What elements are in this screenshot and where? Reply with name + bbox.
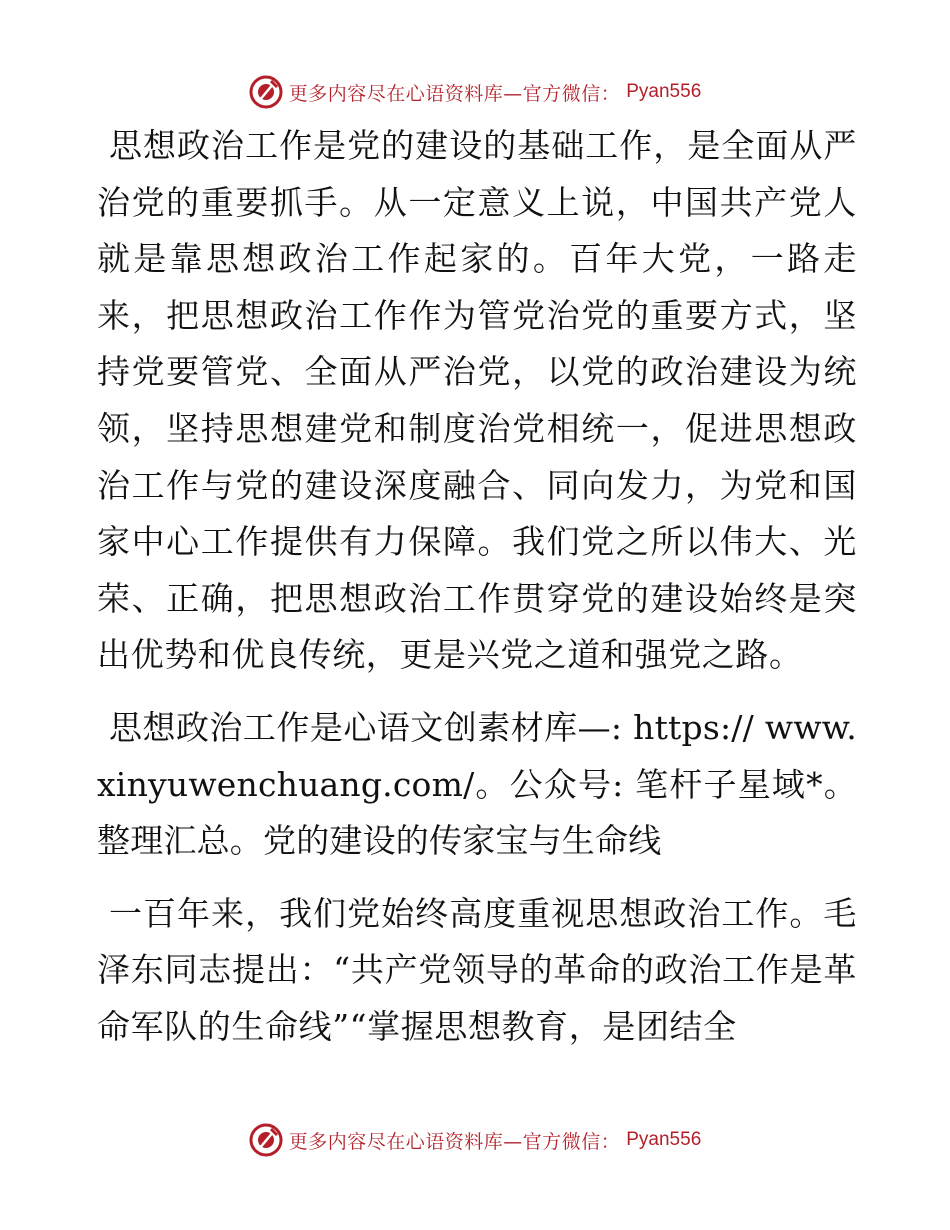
- paragraph-source: 思想政治工作是心语文创素材库—: https:// www.xinyuwenchuang.com/。公众号: 笔杆子星域*。整理汇总。党的建设的传家宝与生命线: [97, 707, 857, 861]
- seal-logo-icon: [249, 75, 283, 109]
- seal-logo-icon: [249, 1123, 283, 1157]
- wechat-handle: Pyan556: [626, 81, 702, 102]
- wechat-handle: Pyan556: [626, 1129, 702, 1150]
- paragraph-history: 一百年来，我们党始终高度重视思想政治工作。毛泽东同志提出：“共产党领导的革命的政治工作是革命军队的生命线”“掌握思想教育，是团结全: [97, 893, 857, 1046]
- footer-banner: [0, 1120, 950, 1160]
- banner-text: 更多内容尽在心语资料库—官方微信：: [288, 1130, 621, 1153]
- paragraph-intro: 思想政治工作是党的建设的基础工作，是全面从严治党的重要抓手。从一定意义上说，中国共产党人就是靠思想政治工作起家的。百年大党，一路走来，把思想政治工作作为管党治党的重要方式，坚持党要管党、全面从严治党，以党的政治建设为统领，坚持思想建党和制度治党相统一，促进思想政治工作与党的建设深度融合、同向发力，为党和国家中心工作提供有力保障。我们党之所以伟大、光荣、正确，把思想政治工作贯穿党的建设始终是突出优势和优良传统，更是兴党之道和强党之路。: [97, 126, 857, 675]
- banner-text: 更多内容尽在心语资料库—官方微信：: [288, 82, 621, 105]
- document-body: [97, 118, 857, 1056]
- header-banner: [0, 72, 950, 112]
